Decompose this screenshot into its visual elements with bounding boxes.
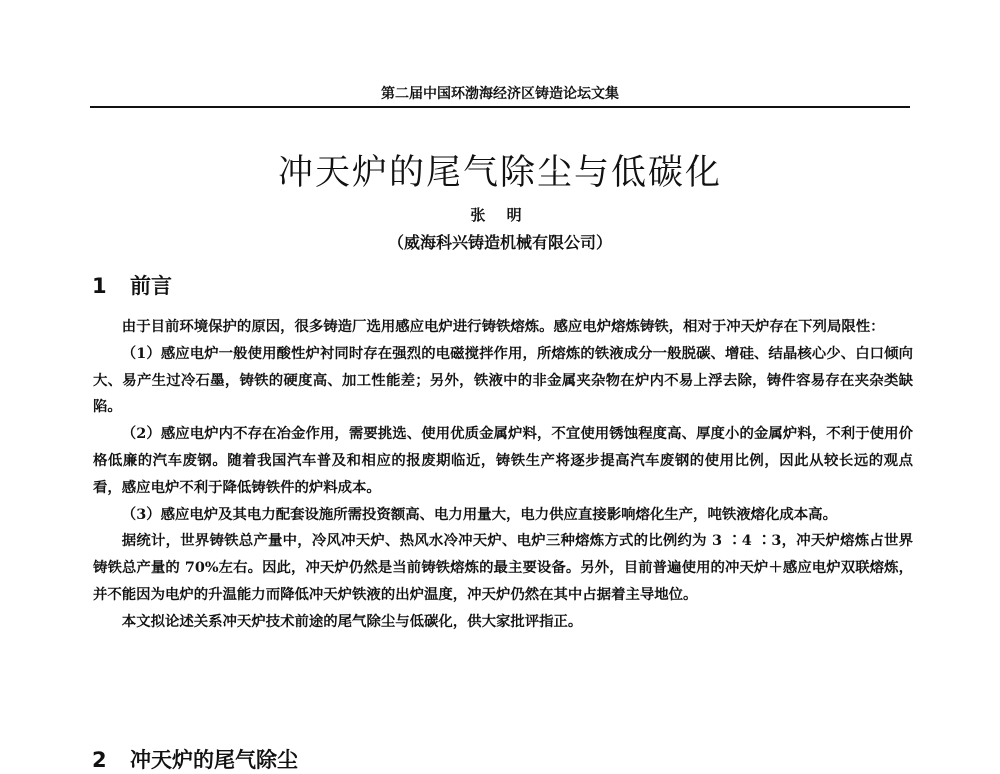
section-number: 2 <box>92 748 107 772</box>
paragraph-limitation-2: （2）感应电炉内不存在冶金作用，需要挑选、使用优质金属炉料，不宜使用锈蚀程度高、厚度小的金属炉料，不利于使用价格低廉的汽车废钢。随着我国汽车普及和相应的报废期临近，铸铁生产将逐步提高汽车废钢的使用比例，因此从较长远的观点看，感应电炉不利于降低铸铁件的炉料成本。 <box>93 425 913 496</box>
section-number: 1 <box>92 274 107 298</box>
section-title: 前言 <box>130 274 172 298</box>
section-heading-1 <box>92 270 172 300</box>
paragraph-purpose: 本文拟论述关系冲天炉技术前途的尾气除尘与低碳化，供大家批评指正。 <box>121 612 583 630</box>
author-affiliation: （威海科兴铸造机械有限公司） <box>387 233 612 252</box>
paragraph-statistics: 据统计，世界铸铁总产量中，冷风冲天炉、热风水冷冲天炉、电炉三种熔炼方式的比例约为 3 ∶4 ∶3，冲天炉熔炼占世界铸铁总产量的 70%左右。因此，冲天炉仍然是当前铸铁熔炼的最主要设备。另外，目前普遍使用的冲天炉＋感应电炉双联熔炼，并不能因为电炉的升温能力而降低冲天炉铁液的出炉温度，冲天炉仍然在其中占据着主导地位。 <box>93 532 913 603</box>
paper-title: 冲天炉的尾气除尘与低碳化 <box>277 153 722 193</box>
section-title: 冲天炉的尾气除尘 <box>130 748 298 772</box>
paragraph-limitation-3: （3）感应电炉及其电力配套设施所需投资额高、电力用量大，电力供应直接影响熔化生产，吨铁液熔化成本高。 <box>121 505 837 523</box>
header-rule <box>90 106 910 108</box>
section-1-body <box>93 314 913 636</box>
paragraph-intro: 由于目前环境保护的原因，很多铸造厂选用感应电炉进行铸铁熔炼。感应电炉熔炼铸铁，相对于冲天炉存在下列局限性： <box>121 318 885 335</box>
paragraph-limitation-1: （1）感应电炉一般使用酸性炉衬同时存在强烈的电磁搅拌作用，所熔炼的铁液成分一般脱碳、增硅、结晶核心少、白口倾向大、易产生过冷石墨，铸铁的硬度高、加工性能差；另外，铁液中的非金属夹杂物在炉内不易上浮去除，铸件容易存在夹杂类缺陷。 <box>93 344 913 416</box>
running-header: 第二届中国环渤海经济区铸造论坛文集 <box>381 86 619 102</box>
section-heading-2 <box>92 744 298 774</box>
author-name: 张 明 <box>470 206 530 224</box>
